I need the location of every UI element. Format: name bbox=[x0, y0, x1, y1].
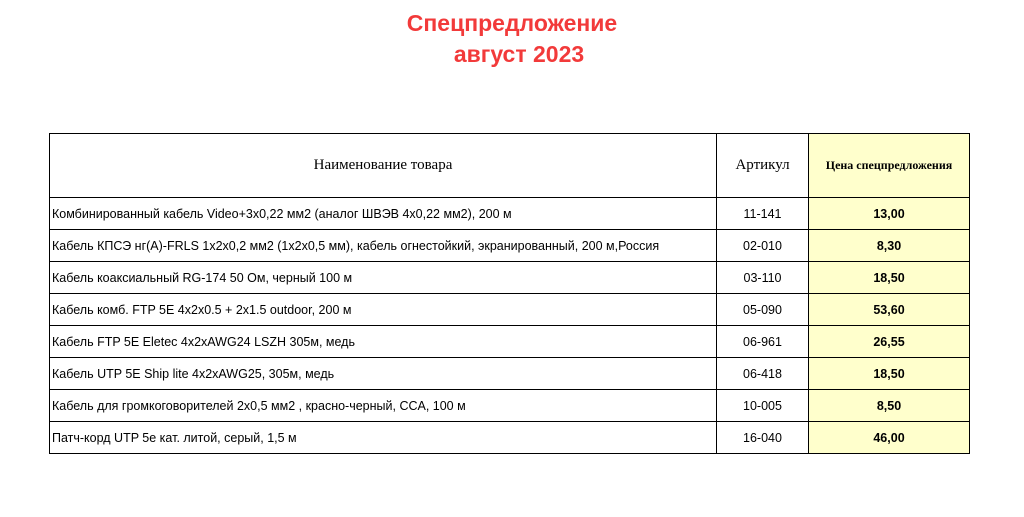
table-row bbox=[50, 294, 970, 326]
product-price: 8,30 bbox=[809, 230, 970, 262]
product-article: 06-418 bbox=[717, 358, 809, 390]
header-article: Артикул bbox=[717, 134, 809, 198]
header-special-price: Цена спецпредложения bbox=[809, 134, 970, 198]
product-price: 18,50 bbox=[809, 358, 970, 390]
table-row bbox=[50, 326, 970, 358]
product-article: 11-141 bbox=[717, 198, 809, 230]
page-title bbox=[0, 8, 1024, 70]
product-price: 46,00 bbox=[809, 422, 970, 454]
table-row bbox=[50, 390, 970, 422]
product-article: 02-010 bbox=[717, 230, 809, 262]
offer-table bbox=[49, 133, 970, 454]
table-row bbox=[50, 422, 970, 454]
product-price: 18,50 bbox=[809, 262, 970, 294]
title-period: август 2023 bbox=[453, 41, 585, 67]
header-product-name: Наименование товара bbox=[50, 134, 717, 198]
product-price: 26,55 bbox=[809, 326, 970, 358]
product-name: Комбинированный кабель Video+3x0,22 мм2 (аналог ШВЭВ 4x0,22 мм2), 200 м bbox=[50, 198, 717, 230]
product-name: Кабель FTP 5E Eletec 4x2xAWG24 LSZH 305м, медь bbox=[50, 326, 717, 358]
product-name: Кабель UTP 5E Ship lite 4x2xAWG25, 305м, медь bbox=[50, 358, 717, 390]
table-row bbox=[50, 198, 970, 230]
product-price: 8,50 bbox=[809, 390, 970, 422]
product-article: 05-090 bbox=[717, 294, 809, 326]
product-name: Кабель КПСЭ нг(А)-FRLS 1x2x0,2 мм2 (1x2x0,5 мм), кабель огнестойкий, экранированный, 200 м,Россия bbox=[50, 230, 717, 262]
product-price: 13,00 bbox=[809, 198, 970, 230]
product-name: Кабель коаксиальный RG-174 50 Ом, черный 100 м bbox=[50, 262, 717, 294]
product-price: 53,60 bbox=[809, 294, 970, 326]
title-offer: Спецпредложение bbox=[406, 10, 618, 36]
table-row bbox=[50, 230, 970, 262]
product-article: 03-110 bbox=[717, 262, 809, 294]
table-row bbox=[50, 262, 970, 294]
product-article: 06-961 bbox=[717, 326, 809, 358]
product-name: Кабель комб. FTP 5E 4x2x0.5 + 2x1.5 outdoor, 200 м bbox=[50, 294, 717, 326]
product-name: Патч-корд UTP 5е кат. литой, серый, 1,5 м bbox=[50, 422, 717, 454]
table-row bbox=[50, 358, 970, 390]
table-header-row bbox=[50, 134, 970, 198]
product-article: 16-040 bbox=[717, 422, 809, 454]
product-name: Кабель для громкоговорителей 2x0,5 мм2 , красно-черный, CCA, 100 м bbox=[50, 390, 717, 422]
product-article: 10-005 bbox=[717, 390, 809, 422]
